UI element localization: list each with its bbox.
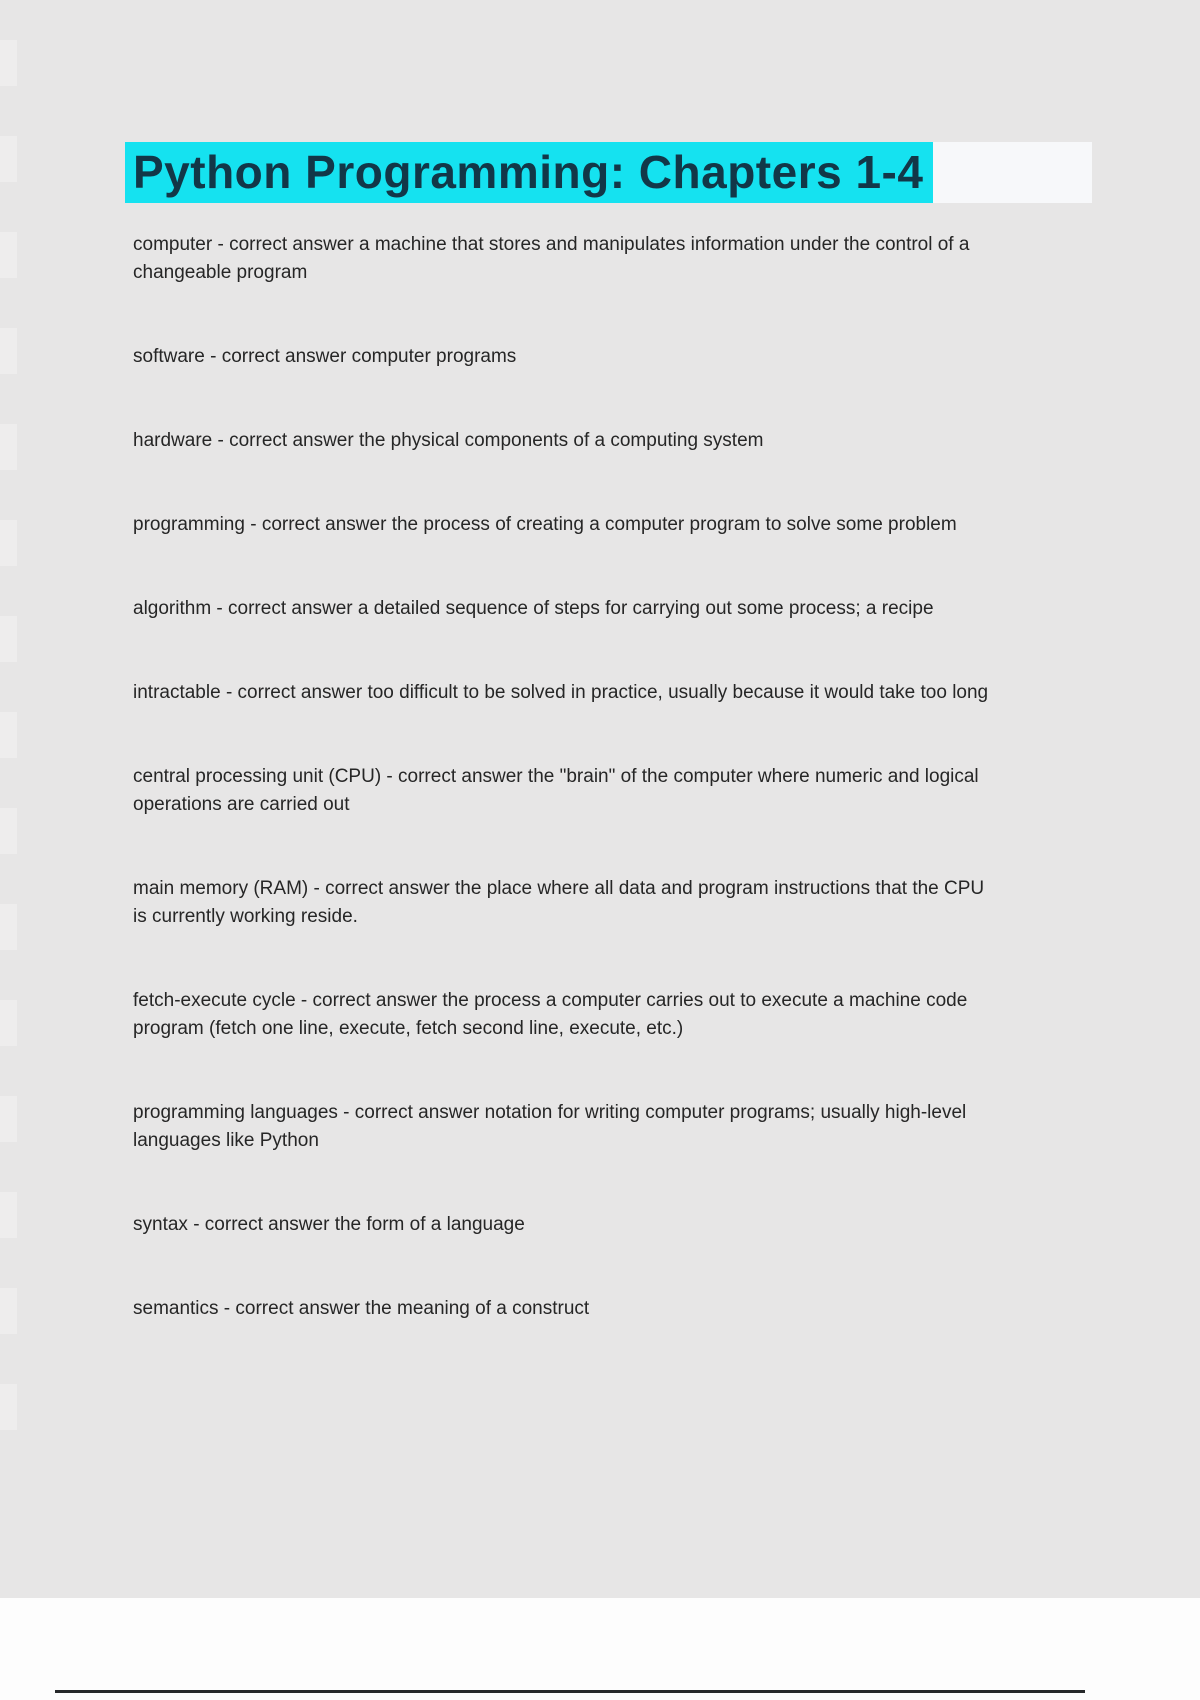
definition-text: a detailed sequence of steps for carrying out some process; a recipe (357, 598, 934, 619)
term-text: main memory (RAM) (133, 878, 309, 899)
flashcard (133, 763, 1000, 819)
definition-text: notation for writing computer programs; usually high-level languages like Python (133, 1102, 967, 1151)
flashcard (133, 1099, 1000, 1155)
flashcard (133, 427, 1000, 455)
term-text: programming languages (133, 1102, 338, 1123)
definition-text: a machine that stores and manipulates information under the control of a changeable program (133, 234, 970, 283)
flashcard (133, 343, 1000, 371)
scan-artifacts (0, 40, 17, 1460)
separator-text: - correct answer (204, 346, 352, 367)
flashcard (133, 875, 1000, 931)
page-footer (0, 1598, 1200, 1700)
separator-text: - correct answer (211, 598, 358, 619)
term-text: software (133, 346, 205, 367)
definition-text: the meaning of a construct (365, 1298, 590, 1319)
flashcard (133, 1211, 1000, 1239)
term-text: programming (133, 514, 245, 535)
definition-text: computer programs (351, 346, 517, 367)
page-title (125, 142, 1092, 203)
title-highlight: Python Programming: Chapters 1-4 (125, 142, 933, 203)
flashcard (133, 231, 1000, 287)
separator-text: - correct answer (337, 1102, 485, 1123)
term-text: semantics (133, 1298, 219, 1319)
term-text: algorithm (133, 598, 212, 619)
definition-text: the physical components of a computing system (358, 430, 764, 451)
term-text: intractable (133, 682, 221, 703)
separator-text: - correct answer (381, 766, 528, 787)
separator-text: - correct answer (212, 430, 359, 451)
definition-text: too difficult to be solved in practice, usually because it would take too long (367, 682, 989, 703)
definition-text: the form of a language (334, 1214, 525, 1235)
separator-text: - correct answer (187, 1214, 335, 1235)
flashcard (133, 511, 1000, 539)
separator-text: - correct answer (308, 878, 455, 899)
definition-text: the place where all data and program instructions that the CPU is currently working reside. (133, 878, 985, 927)
title-row (125, 142, 1092, 203)
flashcard (133, 679, 1000, 707)
page-content (133, 142, 1000, 1379)
term-text: syntax (133, 1214, 188, 1235)
separator-text: - correct answer (295, 990, 443, 1011)
separator-text: - correct answer (212, 234, 359, 255)
term-text: fetch-execute cycle (133, 990, 296, 1011)
term-text: computer (133, 234, 213, 255)
flashcard (133, 987, 1000, 1043)
flashcard (133, 1295, 1000, 1323)
footer-rule (55, 1690, 1085, 1693)
term-text: hardware (133, 430, 213, 451)
flashcard (133, 595, 1000, 623)
definition-text: the process a computer carries out to execute a machine code program (fetch one line, execute, fetch second line, execute, etc.) (133, 990, 968, 1039)
term-text: central processing unit (CPU) (133, 766, 382, 787)
flashcard-list (133, 231, 1000, 1323)
definition-text: the process of creating a computer program to solve some problem (391, 514, 957, 535)
separator-text: - correct answer (244, 514, 392, 535)
separator-text: - correct answer (220, 682, 368, 703)
separator-text: - correct answer (218, 1298, 366, 1319)
definition-text: the "brain" of the computer where numeric and logical operations are carried out (133, 766, 979, 815)
